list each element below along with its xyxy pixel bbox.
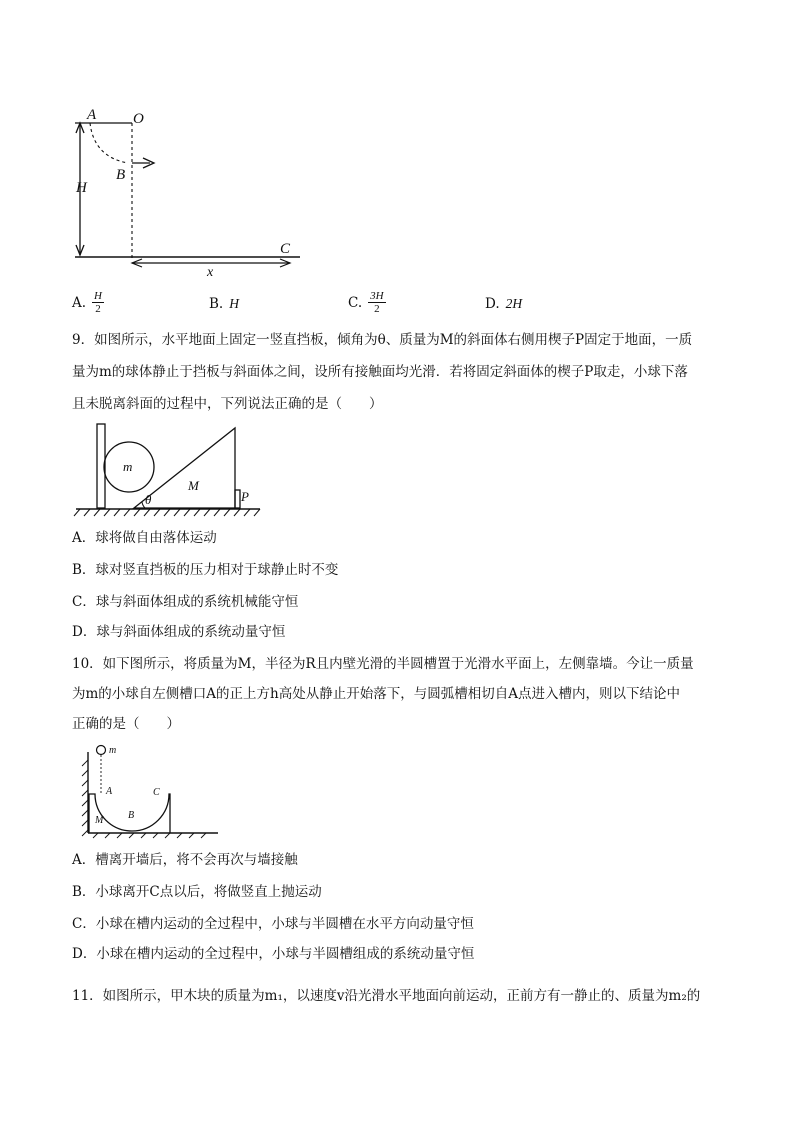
q9-label-m: m [123,459,133,474]
fraction-numerator: 3H [370,290,384,302]
q8-label-a: A [87,107,97,123]
q10-ground-hatch [93,833,206,838]
q9-label-theta: θ [145,492,152,507]
q8-label-h: H [76,180,87,196]
q8-option-b[interactable] [209,296,239,312]
q10-option-a[interactable]: A．槽离开墙后，将不会再次与墙接触 [72,852,298,868]
q8-label-x: x [207,265,214,280]
option-key: B. [209,296,224,312]
fraction-denominator: 2 [95,303,101,315]
q8-label-o: O [133,111,144,127]
option-key: D. [485,296,500,312]
q9-option-d[interactable]: D．球与斜面体组成的系统动量守恒 [72,624,286,640]
q9-ground-hatch [74,509,260,516]
q8-figure [70,105,310,285]
q9-stem-line-3: 且未脱离斜面的过程中，下列说法正确的是（ ） [72,396,383,412]
q10-option-b[interactable]: B．小球离开C点以后，将做竖直上抛运动 [72,884,322,900]
q10-label-c: C [153,787,160,798]
q8-options [72,290,732,322]
q9-figure [74,424,264,520]
q10-ball [97,746,106,755]
q10-option-d[interactable]: D．小球在槽内运动的全过程中，小球与半圆槽组成的系统动量守恒 [72,946,475,962]
q9-label-p: P [241,489,249,504]
q10-stem-line-2: 为m的小球自左侧槽口A的正上方h高处从静止开始落下，与圆弧槽相切自A点进入槽内，则以下结论中 [72,686,680,702]
option-key: A. [72,294,87,311]
q8-option-c[interactable] [348,290,386,315]
q9-option-b[interactable]: B．球对竖直挡板的压力相对于球静止时不变 [72,562,339,578]
option-key: C. [348,294,363,311]
q9-option-a[interactable]: A．球将做自由落体运动 [72,530,217,546]
q11-stem-line-1: 11．如图所示，甲木块的质量为m₁，以速度v沿光滑水平地面向前运动，正前方有一静止的、质量为m₂的 [72,988,701,1004]
q9-wedge-block-p [235,490,240,508]
q8-option-d[interactable] [485,296,522,312]
q10-stem-line-1: 10．如下图所示，将质量为M，半径为R且内壁光滑的半圆槽置于光滑水平面上，左侧靠墙。今让一质量 [72,656,694,672]
q10-label-big-m: M [95,815,104,826]
option-value: 2H [505,296,523,311]
q10-option-c[interactable]: C．小球在槽内运动的全过程中，小球与半圆槽在水平方向动量守恒 [72,916,474,932]
q8-label-c: C [280,241,291,257]
fraction [92,290,104,315]
q9-label-big-m: M [188,478,199,493]
q10-wall-hatch [82,760,88,836]
q9-stem-line-1: 9．如图所示，水平地面上固定一竖直挡板，倾角为θ、质量为M的斜面体右侧用楔子P固定于地面，一质 [72,332,693,348]
fraction [368,290,385,315]
q8-option-a[interactable] [72,290,104,315]
q10-label-m: m [109,745,117,756]
q9-stem-line-2: 量为m的球体静止于挡板与斜面体之间，设所有接触面均光滑．若将固定斜面体的楔子P取走，小球下落 [72,364,688,380]
fraction-denominator: 2 [374,303,380,315]
q10-stem-line-3: 正确的是（ ） [72,716,180,732]
q8-label-b: B [116,167,126,183]
q10-figure [80,742,222,838]
q10-label-a: A [106,786,113,797]
q8-arc-path [90,123,128,163]
q9-option-c[interactable]: C．球与斜面体组成的系统机械能守恒 [72,594,299,610]
option-value: H [229,296,239,311]
fraction-numerator: H [94,290,102,302]
q10-label-b: B [128,810,135,821]
